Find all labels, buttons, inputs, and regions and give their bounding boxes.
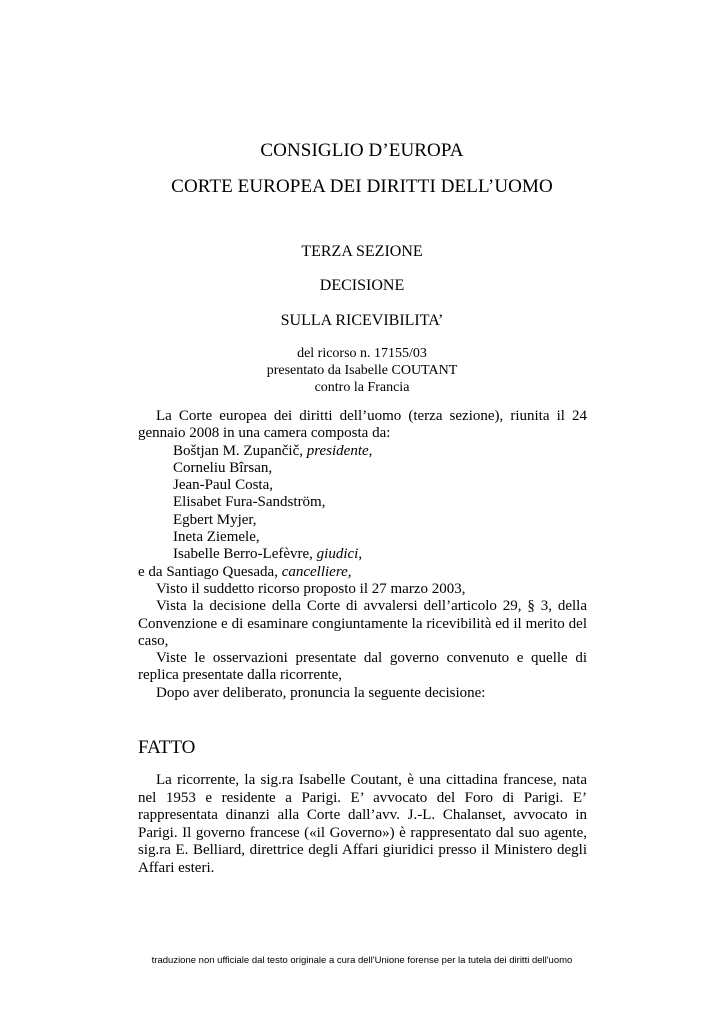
court-heading: CORTE EUROPEA DEI DIRITTI DELL’UOMO (171, 176, 553, 197)
council-heading: CONSIGLIO D’EUROPA (260, 140, 464, 161)
judge-line (138, 494, 587, 511)
application-applicant: presentato da Isabelle COUTANT (266, 363, 458, 378)
fatto-paragraph: La ricorrente, la sig.ra Isabelle Coutant, è una cittadina francese, nata nel 1953 e residente a Parigi. E’ avvocato del Foro di Parigi. E’ rappresentata dinanzi alla Corte dall’avv. J.-L. Chalanset, avvocato in Parigi. Il governo francese («il Governo») è rappresentato dal suo agente, sig.ra E. Belliard, direttrice degli Affari giuridici presso il Ministero degli Affari esteri. (138, 772, 587, 876)
judge-role: presidente (306, 442, 369, 459)
judge-name: Corneliu Bîrsan, (173, 459, 273, 476)
registrar-role: cancelliere, (281, 563, 352, 580)
clause-paragraph: Viste le osservazioni presentate dal governo convenuto e quelle di replica presentate dalla ricorrente, (138, 650, 587, 684)
judge-line (138, 443, 587, 460)
application-number: del ricorso n. 17155/03 (297, 346, 427, 361)
judge-name: Boštjan M. Zupančič, (173, 442, 307, 459)
judge-name: Egbert Myjer, (173, 511, 257, 528)
application-against: contro la Francia (314, 380, 410, 395)
judge-name: Jean-Paul Costa, (173, 477, 273, 494)
intro-paragraph: La Corte europea dei diritti dell’uomo (terza sezione), riunita il 24 gennaio 2008 in una camera composta da: (138, 408, 587, 442)
judge-line (138, 477, 587, 494)
judge-name: Isabelle Berro-Lefèvre, (173, 546, 317, 563)
footer-note: traduzione non ufficiale dal testo originale a cura dell'Unione forense per la tutela dei diritti dell'uomo (151, 955, 573, 966)
fatto-heading: FATTO (138, 737, 196, 758)
judge-suffix: , (358, 546, 363, 563)
clause-paragraph: Visto il suddetto ricorso proposto il 27 marzo 2003, (156, 580, 466, 597)
section-heading: TERZA SEZIONE (301, 243, 423, 260)
judge-name: Ineta Ziemele, (173, 529, 260, 546)
judge-line (138, 529, 587, 546)
judge-name: Elisabet Fura-Sandström, (173, 494, 326, 511)
judge-suffix: , (368, 442, 373, 459)
decision-heading: DECISIONE (319, 277, 405, 294)
clause-paragraph: Vista la decisione della Corte di avvalersi dell’articolo 29, § 3, della Convenzione e di esaminare congiuntamente la ricevibilità ed il merito del caso, (138, 598, 587, 649)
subject-heading: SULLA RICEVIBILITA’ (280, 312, 444, 329)
judge-line (138, 546, 587, 563)
registrar-name: e da Santiago Quesada, (138, 563, 282, 580)
judge-line (138, 460, 587, 477)
registrar-line (138, 564, 587, 581)
decision-body (138, 408, 587, 702)
judge-role: giudici (316, 546, 359, 563)
judge-line (138, 512, 587, 529)
clause-paragraph: Dopo aver deliberato, pronuncia la seguente decisione: (156, 684, 486, 701)
